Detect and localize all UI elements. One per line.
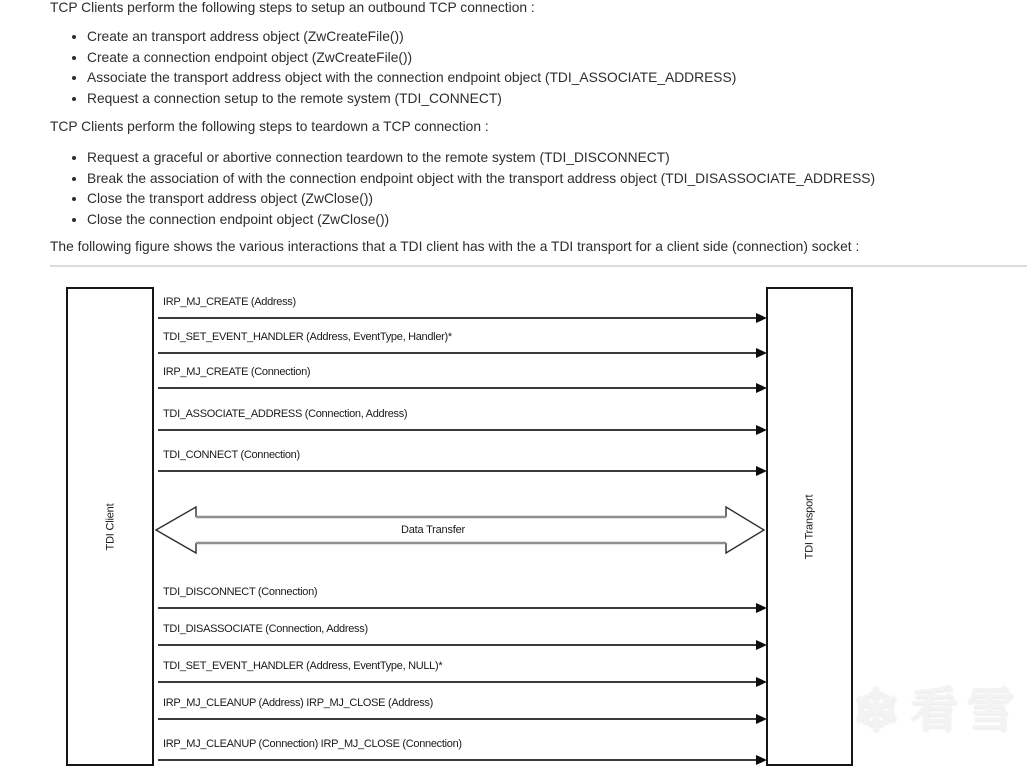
arrowhead-icon [756, 348, 767, 358]
arrow-label: IRP_MJ_CREATE (Connection) [163, 366, 311, 378]
diagram-arrow [158, 623, 766, 646]
arrowhead-icon [756, 603, 767, 613]
arrow-label: IRP_MJ_CREATE (Address) [163, 296, 296, 308]
diagram-arrow [158, 366, 766, 389]
tdi-client-box [66, 287, 154, 766]
diagram-arrow [158, 738, 766, 761]
watermark-text: 看雪 [910, 684, 1023, 737]
tdi-transport-box [766, 287, 853, 766]
intro-teardown-paragraph: TCP Clients perform the following steps to teardown a TCP connection : [50, 119, 489, 134]
diagram-arrow [158, 331, 766, 354]
arrow-line [158, 759, 757, 761]
list-item: • Associate the transport address object with the connection endpoint object (TDI_ASSOCIATE_ADDRESS) [87, 68, 736, 89]
arrowhead-icon [756, 425, 767, 435]
arrow-label: TDI_CONNECT (Connection) [163, 449, 300, 461]
arrowhead-icon [756, 755, 767, 765]
arrow-label: IRP_MJ_CLEANUP (Address) IRP_MJ_CLOSE (Address) [163, 697, 433, 709]
diagram-arrow [158, 697, 766, 720]
snowflake-icon: ❄ [852, 678, 901, 743]
diagram-arrow [158, 408, 766, 431]
arrowhead-icon [756, 383, 767, 393]
list-item: • Create an transport address object (ZwCreateFile()) [87, 27, 736, 48]
list-item: • Request a connection setup to the remote system (TDI_CONNECT) [87, 89, 736, 110]
arrow-line [158, 644, 757, 646]
arrowhead-icon [756, 466, 767, 476]
intro-setup-paragraph: TCP Clients perform the following steps to setup an outbound TCP connection : [50, 0, 535, 15]
arrow-label: TDI_DISCONNECT (Connection) [163, 586, 318, 598]
arrow-line [158, 607, 757, 609]
list-item: • Create a connection endpoint object (ZwCreateFile()) [87, 48, 736, 69]
arrow-line [158, 317, 757, 319]
arrow-label: TDI_ASSOCIATE_ADDRESS (Connection, Address) [163, 408, 408, 420]
arrow-line [158, 470, 757, 472]
arrowhead-icon [756, 313, 767, 323]
list-item: • Break the association of with the connection endpoint object with the transport address object (TDI_DISASSOCIATE_ADDRESS) [87, 169, 875, 190]
arrow-line [158, 387, 757, 389]
tdi-client-label: TDI Client [104, 503, 116, 550]
list-item: • Close the transport address object (ZwClose()) [87, 189, 875, 210]
arrow-label: TDI_DISASSOCIATE (Connection, Address) [163, 623, 368, 635]
arrow-label: TDI_SET_EVENT_HANDLER (Address, EventType, Handler)* [163, 331, 452, 343]
list-item: • Close the connection endpoint object (ZwClose()) [87, 210, 875, 231]
list-item: • Request a graceful or abortive connection teardown to the remote system (TDI_DISCONNECT) [87, 148, 875, 169]
arrow-line [158, 718, 757, 720]
data-transfer-label: Data Transfer [400, 524, 466, 536]
arrow-line [158, 352, 757, 354]
diagram-arrow [158, 586, 766, 609]
figure-caption: The following figure shows the various interactions that a TDI client has with the a TDI transport for a client side (connection) socket : [50, 239, 860, 254]
diagram-arrow [158, 296, 766, 319]
tdi-transport-label: TDI Transport [803, 494, 816, 559]
arrowhead-icon [756, 640, 767, 650]
arrowhead-icon [756, 677, 767, 687]
diagram-arrow [158, 660, 766, 683]
arrow-label: TDI_SET_EVENT_HANDLER (Address, EventType, NULL)* [163, 660, 443, 672]
arrow-line [158, 429, 757, 431]
kanxue-watermark [852, 678, 1023, 743]
arrow-label: IRP_MJ_CLEANUP (Connection) IRP_MJ_CLOSE (Connection) [163, 738, 462, 750]
arrowhead-icon [756, 714, 767, 724]
diagram-arrow [158, 449, 766, 472]
arrow-line [158, 681, 757, 683]
